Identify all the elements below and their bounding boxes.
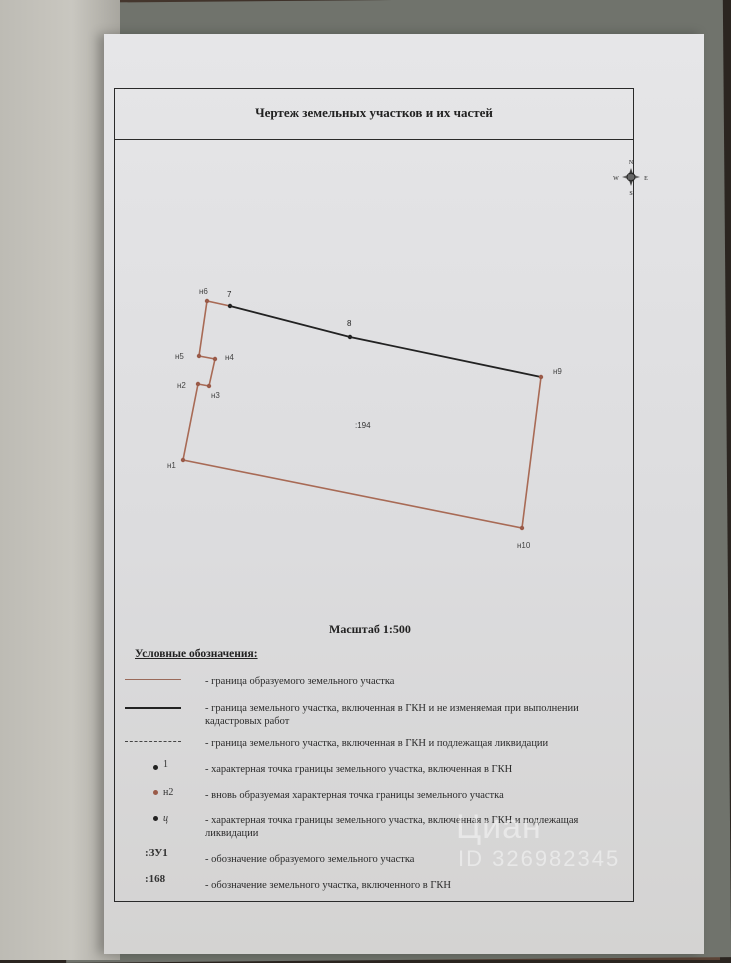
compass-east: E [644,176,648,182]
legend-symbol-liquidated-boundary [125,735,195,749]
point-label: н1 [167,461,176,470]
legend-symbol-new-point: н2 [125,785,195,799]
boundary-point [205,299,209,303]
legend-text: - граница земельного участка, включенная в ГКН и не изменяемая при выполнении кадастровых работ [205,703,579,727]
legend-text: - характерная точка границы земельного участка, включенная в ГКН [205,764,513,775]
legend-text: - обозначение образуемого земельного участка [205,854,415,865]
point-label: н4 [225,353,234,362]
boundary-point [196,382,200,386]
legend-symbol-new-parcel: :ЗУ1 [145,847,168,859]
point-label: н10 [517,541,531,550]
boundary-point [348,335,352,339]
point-label: 7 [227,290,232,299]
point-label: н9 [553,367,562,376]
point-label: н5 [175,352,184,361]
boundary-point [213,357,217,361]
document-title: Чертеж земельных участков и их частей [255,105,493,120]
legend-text: - обозначение земельного участка, включенного в ГКН [205,880,451,891]
parcel-label: :194 [355,421,371,430]
legend-symbol-existing-parcel: :168 [145,873,166,885]
point-label: н6 [199,287,208,296]
compass-west: W [613,176,619,182]
compass-north: N [628,160,634,166]
new-parcel-boundary [183,301,541,528]
drawing-frame [114,88,648,902]
watermark-id: ID 326982345 [458,846,621,871]
boundary-point [539,375,543,379]
legend-text: - вновь образуемая характерная точка границы земельного участка [205,790,504,801]
point-label: н3 [211,391,220,400]
plot-drawing [115,89,648,609]
point-label: н2 [177,381,186,390]
watermark-brand: Циан [456,808,542,846]
legend-symbol-existing-point: 1 [125,759,195,773]
boundary-point [181,458,185,462]
boundary-point [228,304,232,308]
boundary-point [197,354,201,358]
legend-symbol-liquidated-point: ц [125,811,195,825]
legend-text: - граница земельного участка, включенная в ГКН и подлежащая ликвидации [205,738,549,749]
boundary-point [207,384,211,388]
scale-label: Масштаб 1:500 [329,622,411,636]
existing-parcel-boundary [230,306,541,377]
legend-symbol-existing-boundary [125,701,195,715]
legend-text: - граница образуемого земельного участка [205,676,395,687]
left-page [0,0,120,960]
boundary-point [520,526,524,530]
legend-text: - характерная точка границы земельного участка, включенная в ГКН и подлежащая ликвидации [205,815,579,839]
point-label: 8 [347,319,352,328]
legend-heading: Условные обозначения: [135,648,258,660]
legend-symbol-new-boundary [125,673,195,687]
compass-south: S [629,191,633,197]
